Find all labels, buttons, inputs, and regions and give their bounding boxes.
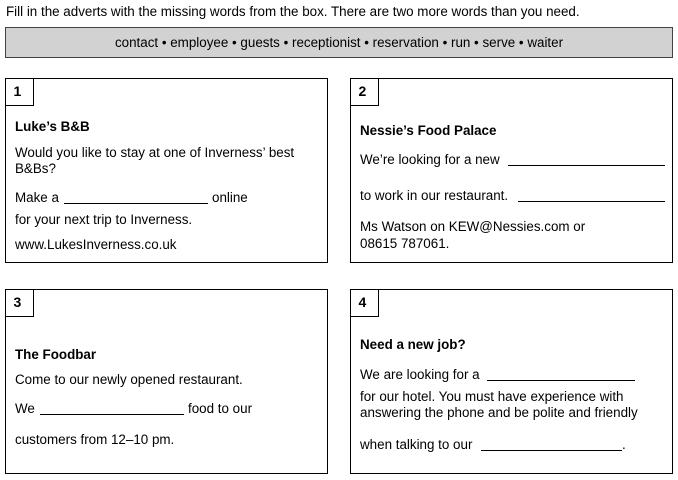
advert-url: www.LukesInverness.co.uk: [15, 237, 177, 252]
advert-number: 3: [5, 289, 34, 317]
advert-number: 2: [350, 78, 379, 106]
advert-text: We’re looking for a new: [360, 152, 500, 167]
answer-blank[interactable]: [40, 414, 184, 415]
answer-blank[interactable]: [518, 201, 665, 202]
advert-text: online: [212, 190, 248, 205]
advert-number: 1: [5, 78, 34, 106]
advert-text: .: [622, 437, 626, 452]
word-box: contact • employee • guests • receptionist • reservation • run • serve • waiter: [5, 27, 673, 58]
answer-blank[interactable]: [64, 203, 208, 204]
answer-blank[interactable]: [481, 450, 622, 451]
advert-card-2: [350, 78, 673, 263]
advert-card-4: [350, 289, 673, 474]
advert-card-3: [5, 289, 328, 474]
advert-title: Luke’s B&B: [15, 119, 90, 134]
advert-text: B&Bs?: [15, 161, 56, 176]
advert-text: customers from 12–10 pm.: [15, 432, 175, 447]
advert-text: We are looking for a: [360, 367, 480, 382]
answer-blank[interactable]: [487, 380, 635, 381]
advert-title: Need a new job?: [360, 337, 466, 352]
instructions: Fill in the adverts with the missing words from the box. There are two more words than you need.: [6, 4, 580, 19]
advert-text: for your next trip to Inverness.: [15, 212, 193, 227]
advert-text: for our hotel. You must have experience with: [360, 389, 624, 404]
advert-title: Nessie’s Food Palace: [360, 123, 497, 138]
advert-text: Ms Watson on KEW@Nessies.com or: [360, 219, 586, 234]
advert-title: The Foodbar: [15, 347, 97, 362]
advert-text: 08615 787061.: [360, 236, 450, 251]
advert-text: Make a: [15, 190, 59, 205]
advert-text: Come to our newly opened restaurant.: [15, 372, 243, 387]
answer-blank[interactable]: [508, 165, 665, 166]
advert-text: Would you like to stay at one of Inverness’ best: [15, 145, 295, 160]
advert-text: food to our: [188, 401, 253, 416]
advert-card-1: [5, 78, 328, 263]
advert-number: 4: [350, 289, 379, 317]
advert-text: We: [15, 401, 35, 416]
advert-text: when talking to our: [360, 437, 473, 452]
advert-text: answering the phone and be polite and friendly: [360, 405, 638, 420]
advert-text: to work in our restaurant.: [360, 188, 509, 203]
